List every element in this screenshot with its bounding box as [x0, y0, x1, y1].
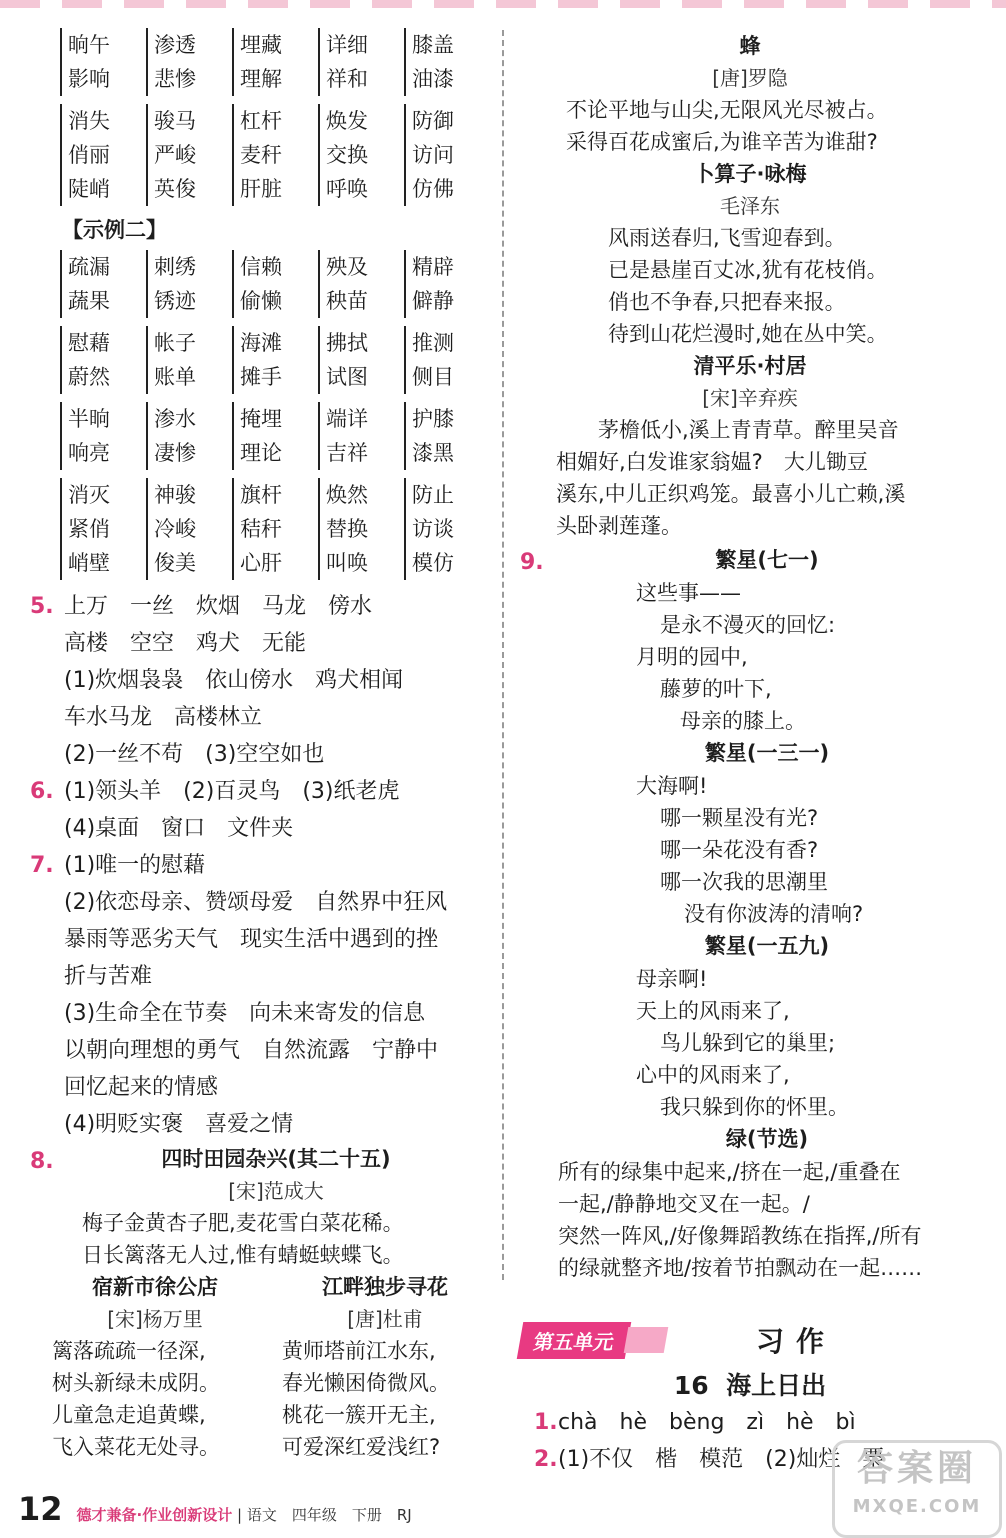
poem-line: 黄师塔前江水东, — [282, 1339, 436, 1363]
word-column — [232, 28, 304, 96]
word-item: 蔬果 — [68, 289, 110, 313]
poem-line: 母亲的膝上。 — [680, 709, 806, 733]
word-column — [146, 250, 218, 318]
word-group — [60, 478, 488, 580]
word-item: 峭壁 — [68, 551, 110, 575]
word-item: 吉祥 — [326, 441, 368, 465]
answers-5-to-7 — [30, 588, 488, 1143]
answer-line: (2)一丝不苟 (3)空空如也 — [64, 742, 325, 767]
poem-line: 哪一朵花没有香? — [660, 838, 819, 862]
poem-line: 采得百花成蜜后,为谁辛苦为谁甜? — [566, 130, 878, 154]
word-group — [60, 326, 488, 394]
word-item: 晌午 — [68, 33, 110, 57]
right-column — [520, 30, 980, 1478]
poem-line: 是永不漫灭的回忆: — [660, 613, 836, 637]
poem-line: 日长篱落无人过,惟有蜻蜓蛱蝶飞。 — [82, 1243, 404, 1267]
word-item: 殃及 — [326, 255, 368, 279]
lesson-title — [520, 1366, 980, 1402]
word-item: 英俊 — [154, 177, 196, 201]
poem-title: 绿(节选) — [725, 1127, 809, 1151]
lesson-number: 16 — [673, 1371, 709, 1400]
word-item: 渗水 — [154, 407, 196, 431]
word-column — [232, 478, 304, 580]
word-column — [318, 104, 390, 206]
poem-line: 可爱深红爱浅红? — [282, 1435, 441, 1459]
word-column — [60, 104, 132, 206]
poem-bu-suan-zi — [520, 158, 980, 350]
poem-feng — [520, 30, 980, 158]
word-item: 秸秆 — [240, 517, 282, 541]
word-item: 护膝 — [412, 407, 454, 431]
word-item: 锈迹 — [154, 289, 196, 313]
word-item: 心肝 — [240, 551, 282, 575]
poem-line: 这些事—— — [636, 581, 741, 605]
poem-line: 茅檐低小,溪上青青草。醉里吴音 — [556, 418, 899, 442]
poem-line: 篱落疏疏一径深, — [52, 1339, 206, 1363]
word-column — [404, 104, 476, 206]
word-column — [146, 104, 218, 206]
word-item: 交换 — [326, 143, 368, 167]
poem-line: 哪一颗星没有光? — [660, 806, 819, 830]
poem-line: 飞入菜花无处寻。 — [52, 1435, 220, 1459]
word-column — [60, 402, 132, 470]
question-number: 6. — [30, 779, 54, 804]
answer-line: 以朝向理想的勇气 自然流露 宁静中 — [64, 1038, 439, 1063]
answer-block — [30, 847, 488, 1143]
word-item: 理论 — [240, 441, 282, 465]
poem-line: 相媚好,白发谁家翁媪? 大儿锄豆 — [556, 450, 868, 474]
question-number: 8. — [30, 1149, 54, 1174]
answer-line: (1)炊烟袅袅 依山傍水 鸡犬相闻 — [64, 668, 404, 693]
poem-line: 的绿就整齐地/按着节拍飘动在一起…… — [558, 1256, 923, 1280]
answer-line: 高楼 空空 鸡犬 无能 — [64, 631, 307, 656]
word-item: 试图 — [326, 365, 368, 389]
word-column — [318, 250, 390, 318]
poem-title: 繁星(一五九) — [704, 934, 830, 958]
word-item: 理解 — [240, 67, 282, 91]
answer-line: 上万 一丝 炊烟 马龙 傍水 — [64, 594, 373, 619]
word-item: 焕发 — [326, 109, 368, 133]
word-item: 俊美 — [154, 551, 196, 575]
answer-text: chà hè bèng zì hè bì — [558, 1410, 856, 1435]
answer-line: 回忆起来的情感 — [64, 1075, 219, 1100]
poem-title: 卜算子·咏梅 — [693, 162, 807, 186]
poem-line: 头卧剥莲蓬。 — [556, 514, 682, 538]
poem-line: 儿童急走追黄蝶, — [52, 1403, 206, 1427]
word-item: 焕然 — [326, 483, 368, 507]
word-item: 拂拭 — [326, 331, 368, 355]
word-groups-example-two — [30, 250, 488, 580]
question-number: 5. — [30, 594, 54, 619]
poem-line: 母亲啊! — [636, 967, 708, 991]
question-number: 1. — [534, 1410, 558, 1435]
poem-line: 不论平地与山尖,无限风光尽被占。 — [566, 98, 888, 122]
unit-header — [520, 1320, 980, 1360]
poem-lv-excerpt — [520, 1156, 980, 1284]
answer-line: (2)依恋母亲、赞颂母爱 自然界中狂风 — [64, 890, 448, 915]
poem-author: [宋]范成大 — [228, 1179, 324, 1203]
poem-author: [唐]杜甫 — [347, 1307, 423, 1331]
word-item: 海滩 — [240, 331, 282, 355]
example-two-heading: 【示例二】 — [62, 218, 167, 242]
unit-bar-decor — [624, 1327, 669, 1353]
poem-line: 树头新绿未成阴。 — [52, 1371, 220, 1395]
word-column — [318, 28, 390, 96]
poem-title: 清平乐·村居 — [693, 354, 807, 378]
question-9 — [520, 544, 980, 1156]
word-item: 神骏 — [154, 483, 196, 507]
word-item: 陡峭 — [68, 177, 110, 201]
poem-pair — [52, 1271, 488, 1463]
word-column — [60, 478, 132, 580]
page-footer — [18, 1490, 412, 1528]
word-column — [60, 250, 132, 318]
word-item: 埋藏 — [240, 33, 282, 57]
poem-title: 江畔独步寻花 — [322, 1275, 448, 1299]
poem-line: 已是悬崖百丈冰,犹有花枝俏。 — [608, 258, 888, 282]
watermark-url: MXQE.COM — [852, 1496, 982, 1517]
word-item: 冷峻 — [154, 517, 196, 541]
word-item: 仿佛 — [412, 177, 454, 201]
word-item: 疏漏 — [68, 255, 110, 279]
word-item: 推测 — [412, 331, 454, 355]
word-column — [232, 104, 304, 206]
word-column — [146, 326, 218, 394]
answer-line: (1)领头羊 (2)百灵鸟 (3)纸老虎 — [64, 779, 400, 804]
word-column — [232, 250, 304, 318]
answer-line: (3)生命全在节奏 向未来寄发的信息 — [64, 1001, 426, 1026]
word-item: 油漆 — [412, 67, 454, 91]
lesson-answer-1 — [520, 1404, 980, 1441]
poem-line: 风雨送春归,飞雪迎春到。 — [608, 226, 846, 250]
word-column — [404, 250, 476, 318]
word-column — [404, 28, 476, 96]
word-item: 精辟 — [412, 255, 454, 279]
answer-line: (4)明贬实褒 喜爱之情 — [64, 1112, 294, 1137]
word-column — [318, 478, 390, 580]
word-item: 账单 — [154, 365, 196, 389]
answer-line: 暴雨等恶劣天气 现实生活中遇到的挫 — [64, 927, 439, 952]
poem-line: 溪东,中儿正织鸡笼。最喜小儿亡赖,溪 — [556, 482, 906, 506]
answer-line: (1)唯一的慰藉 — [64, 853, 206, 878]
question-number: 7. — [30, 853, 54, 878]
poem-title: 宿新市徐公店 — [92, 1275, 218, 1299]
word-group — [60, 402, 488, 470]
word-group — [60, 250, 488, 318]
word-item: 防止 — [412, 483, 454, 507]
poem-line: 哪一次我的思潮里 — [660, 870, 828, 894]
word-groups-example-one — [30, 28, 488, 206]
word-item: 僻静 — [412, 289, 454, 313]
word-item: 模仿 — [412, 551, 454, 575]
word-item: 访问 — [412, 143, 454, 167]
word-item: 偷懒 — [240, 289, 282, 313]
word-column — [232, 326, 304, 394]
poem-author: [唐]罗隐 — [712, 66, 788, 90]
word-column — [146, 402, 218, 470]
poem-line: 所有的绿集中起来,/挤在一起,/重叠在 — [558, 1160, 901, 1184]
word-item: 慰藉 — [68, 331, 110, 355]
word-item: 骏马 — [154, 109, 196, 133]
word-item: 凄惨 — [154, 441, 196, 465]
word-item: 麦秆 — [240, 143, 282, 167]
word-item: 叫唤 — [326, 551, 368, 575]
column-divider — [502, 30, 504, 1280]
footer-brand: 德才兼备·作业创新设计 — [76, 1506, 233, 1524]
poem-title: 繁星(一三一) — [704, 741, 830, 765]
answer-block — [30, 773, 488, 847]
poem-jiang-pan — [282, 1271, 488, 1463]
word-item: 消失 — [68, 109, 110, 133]
word-item: 响亮 — [68, 441, 110, 465]
word-item: 信赖 — [240, 255, 282, 279]
word-item: 紧俏 — [68, 517, 110, 541]
poem-line: 心中的风雨来了, — [636, 1063, 790, 1087]
word-item: 防御 — [412, 109, 454, 133]
word-item: 替换 — [326, 517, 368, 541]
word-item: 渗透 — [154, 33, 196, 57]
answer-text: (1)不仅 楷 模范 (2)灿烂 栗 — [558, 1447, 885, 1472]
poem-line: 天上的风雨来了, — [636, 999, 790, 1023]
word-item: 悲惨 — [154, 67, 196, 91]
poem-author: 毛泽东 — [720, 194, 780, 218]
poem-line: 我只躲到你的怀里。 — [660, 1095, 849, 1119]
word-item: 刺绣 — [154, 255, 196, 279]
word-item: 膝盖 — [412, 33, 454, 57]
poem-line: 没有你波涛的清响? — [684, 902, 864, 926]
word-item: 影响 — [68, 67, 110, 91]
poem-title: 蜂 — [739, 34, 761, 58]
word-column — [60, 28, 132, 96]
word-item: 肝脏 — [240, 177, 282, 201]
poem-line: 月明的园中, — [636, 645, 748, 669]
word-item: 漆黑 — [412, 441, 454, 465]
footer-book-info: | 语文 四年级 下册 RJ — [237, 1506, 412, 1524]
word-column — [318, 402, 390, 470]
answer-line: 折与苦难 — [64, 964, 153, 989]
word-item: 秧苗 — [326, 289, 368, 313]
poem-line: 梅子金黄杏子肥,麦花雪白菜花稀。 — [82, 1211, 404, 1235]
word-item: 严峻 — [154, 143, 196, 167]
word-item: 杠杆 — [240, 109, 282, 133]
answer-line: (4)桌面 窗口 文件夹 — [64, 816, 294, 841]
word-column — [146, 28, 218, 96]
word-item: 端详 — [326, 407, 368, 431]
poem-qing-ping-le — [520, 350, 980, 542]
word-item: 侧目 — [412, 365, 454, 389]
word-group — [60, 104, 488, 206]
word-column — [146, 478, 218, 580]
word-item: 蔚然 — [68, 365, 110, 389]
poem-title: 四时田园杂兴(其二十五) — [161, 1147, 391, 1171]
word-item: 摊手 — [240, 365, 282, 389]
unit-section-name: 习作 — [756, 1325, 837, 1358]
left-column — [30, 28, 488, 1463]
page-number: 12 — [18, 1490, 63, 1528]
question-8 — [30, 1143, 488, 1271]
unit-badge: 第五单元 — [517, 1322, 632, 1359]
poem-line: 一起,/静静地交叉在一起。/ — [558, 1192, 810, 1216]
word-column — [60, 326, 132, 394]
word-item: 呼唤 — [326, 177, 368, 201]
question-number: 2. — [534, 1447, 558, 1472]
poem-su-xin-shi — [52, 1271, 258, 1463]
word-item: 帐子 — [154, 331, 196, 355]
watermark-logo — [832, 1440, 1002, 1538]
footer-info — [77, 1504, 412, 1525]
word-column — [318, 326, 390, 394]
word-column — [404, 402, 476, 470]
word-item: 掩埋 — [240, 407, 282, 431]
watermark-text: 答案圈 — [856, 1448, 977, 1489]
poem-line: 大海啊! — [636, 774, 708, 798]
poem-line: 春光懒困倚微风。 — [282, 1371, 450, 1395]
word-item: 访谈 — [412, 517, 454, 541]
poem-line: 桃花一簇开无主, — [282, 1403, 436, 1427]
poem-line: 藤萝的叶下, — [660, 677, 772, 701]
word-item: 旗杆 — [240, 483, 282, 507]
poem-line: 待到山花烂漫时,她在丛中笑。 — [608, 322, 888, 346]
poem-line: 突然一阵风,/好像舞蹈教练在指挥,/所有 — [558, 1224, 922, 1248]
word-item: 详细 — [326, 33, 368, 57]
lesson-name: 海上日出 — [726, 1371, 827, 1400]
word-column — [404, 326, 476, 394]
answer-line: 车水马龙 高楼林立 — [64, 705, 263, 730]
poem-title: 繁星(七一) — [715, 548, 819, 572]
poem-author: [宋]杨万里 — [107, 1307, 203, 1331]
word-group — [60, 28, 488, 96]
answer-block — [30, 588, 488, 773]
question-number: 9. — [520, 550, 544, 575]
word-column — [404, 478, 476, 580]
word-column — [232, 402, 304, 470]
word-item: 半晌 — [68, 407, 110, 431]
poem-line: 鸟儿躲到它的巢里; — [660, 1031, 836, 1055]
word-item: 俏丽 — [68, 143, 110, 167]
word-item: 消灭 — [68, 483, 110, 507]
top-decor-strip — [0, 0, 1006, 8]
word-item: 祥和 — [326, 67, 368, 91]
poem-author: [宋]辛弃疾 — [702, 386, 798, 410]
poem-line: 俏也不争春,只把春来报。 — [608, 290, 846, 314]
